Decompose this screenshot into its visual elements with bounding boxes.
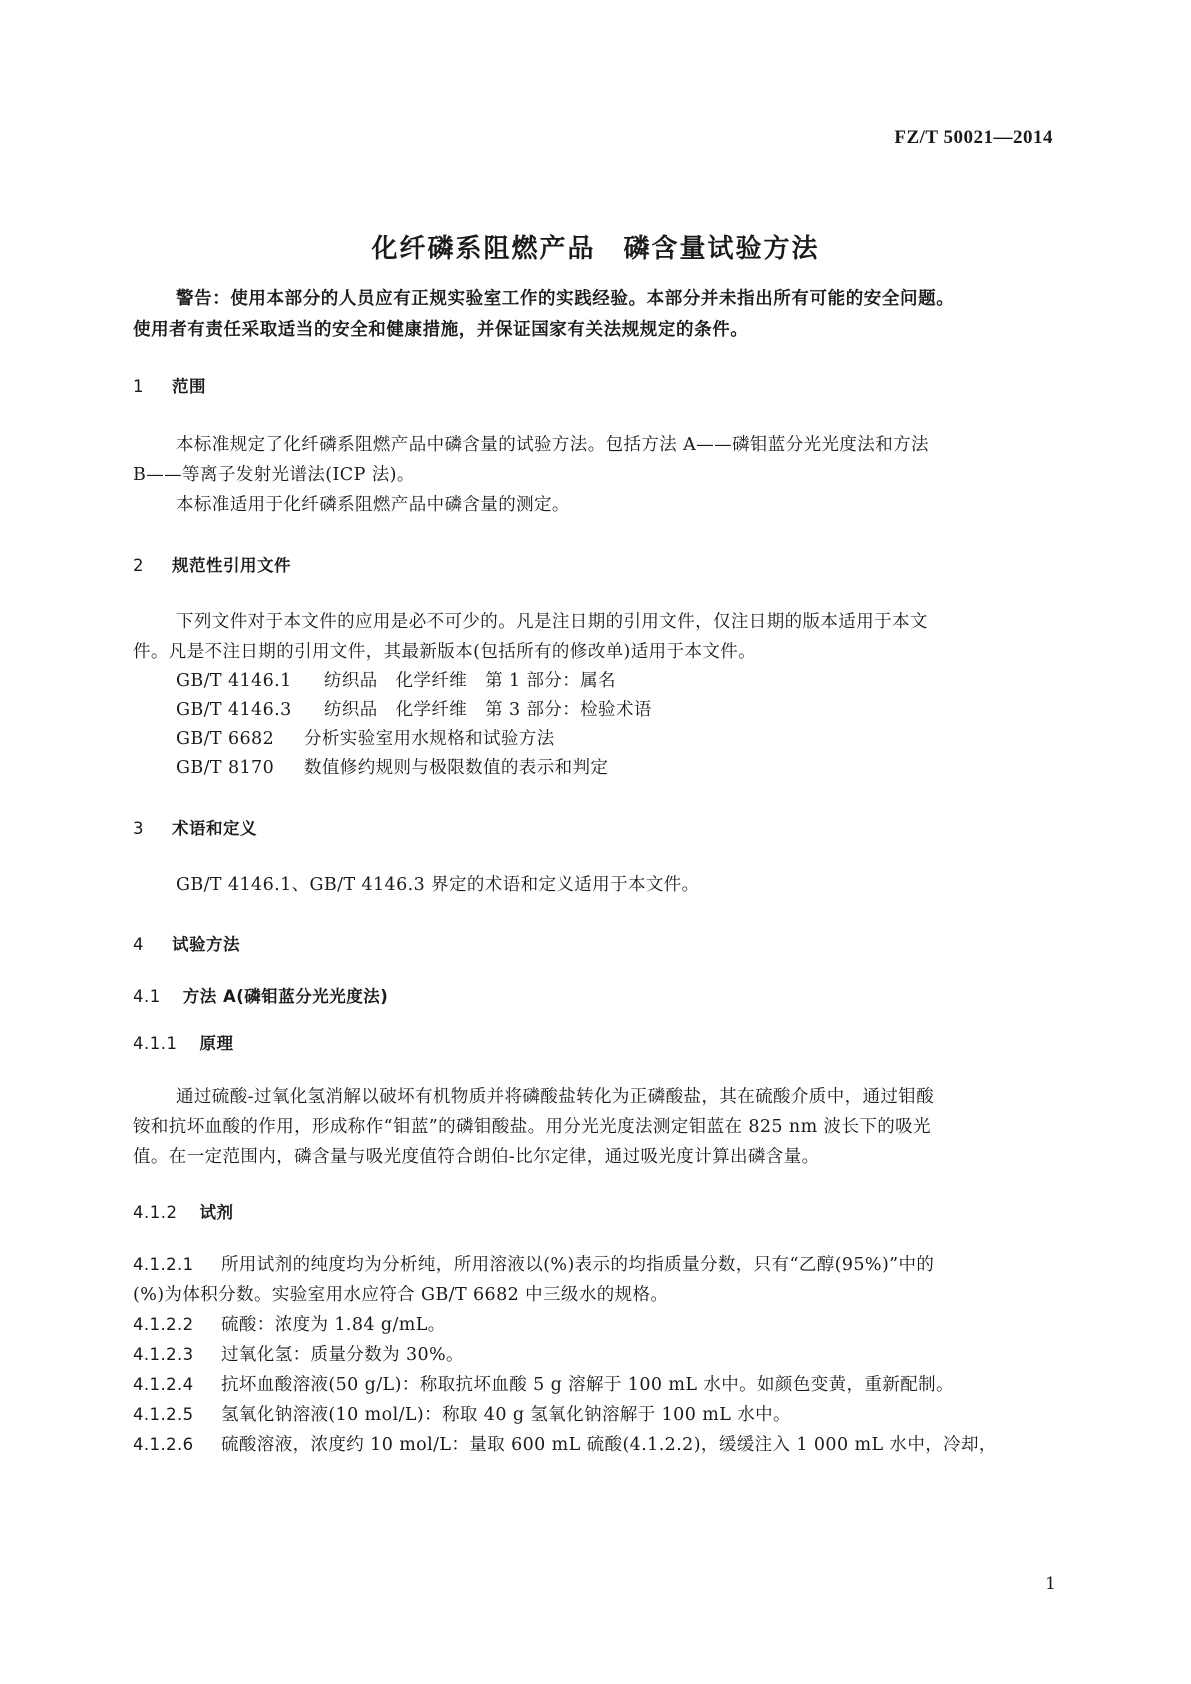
section-title: 规范性引用文件 [172, 556, 291, 575]
clause-text: 硫酸：浓度为 1.84 g/mL。 [221, 1315, 446, 1335]
normative-reference [176, 752, 1063, 784]
reference-title: 纺织品 化学纤维 第 3 部分：检验术语 [324, 700, 652, 720]
clause [133, 1309, 1063, 1341]
subsection-title: 试剂 [199, 1203, 234, 1222]
section-number: 4 [133, 935, 144, 954]
section-number: 2 [133, 556, 144, 575]
paragraph: 本标准规定了化纤磷系阻燃产品中磷含量的试验方法。包括方法 A——磷钼蓝分光光度法和方法 [176, 435, 929, 455]
clause-number: 4.1.2.4 [133, 1375, 194, 1394]
paragraph: 件。凡是不注日期的引用文件，其最新版本(包括所有的修改单)适用于本文件。 [133, 642, 757, 662]
clause-number: 4.1.2.6 [133, 1435, 194, 1454]
section-3-heading [133, 815, 257, 839]
section-4-heading [133, 931, 240, 955]
warning-line-2: 使用者有责任采取适当的安全和健康措施，并保证国家有关法规规定的条件。 [133, 320, 749, 340]
subsection-number: 4.1.2 [133, 1203, 178, 1222]
subsection-title: 原理 [199, 1034, 234, 1053]
subsection-4-1-2-heading [133, 1199, 233, 1223]
standard-code: FZ/T 50021—2014 [894, 127, 1053, 148]
subsection-title: 方法 A(磷钼蓝分光光度法) [182, 987, 389, 1006]
clause-text: 氢氧化钠溶液(10 mol/L)：称取 40 g 氢氧化钠溶解于 100 mL 水中。 [221, 1405, 791, 1425]
clause-number: 4.1.2.2 [133, 1315, 194, 1334]
paragraph: 铵和抗坏血酸的作用，形成称作“钼蓝”的磷钼酸盐。用分光光度法测定钼蓝在 825 nm 波长下的吸光 [133, 1117, 931, 1137]
paragraph: 值。在一定范围内，磷含量与吸光度值符合朗伯-比尔定律，通过吸光度计算出磷含量。 [133, 1147, 820, 1167]
clause [133, 1429, 1063, 1461]
subsection-number: 4.1 [133, 987, 161, 1006]
paragraph: 本标准适用于化纤磷系阻燃产品中磷含量的测定。 [176, 495, 570, 515]
normative-reference [176, 723, 1063, 755]
reference-code: GB/T 6682 [176, 729, 275, 749]
reference-title: 分析实验室用水规格和试验方法 [304, 729, 555, 749]
clause-number: 4.1.2.3 [133, 1345, 194, 1364]
section-2-heading [133, 552, 291, 576]
normative-reference [176, 694, 1063, 726]
subsection-4-1-1-heading [133, 1030, 233, 1054]
reference-title: 纺织品 化学纤维 第 1 部分：属名 [324, 671, 616, 691]
clause [133, 1369, 1063, 1401]
section-title: 试验方法 [172, 935, 240, 954]
section-title: 术语和定义 [172, 819, 257, 838]
clause-text: 过氧化氢：质量分数为 30%。 [221, 1345, 464, 1365]
clause-number: 4.1.2.1 [133, 1255, 194, 1274]
warning-line-1: 警告：使用本部分的人员应有正规实验室工作的实践经验。本部分并未指出所有可能的安全问题。 [176, 289, 955, 309]
clause [133, 1339, 1063, 1371]
page-number: 1 [1045, 1574, 1056, 1594]
document-title: 化纤磷系阻燃产品 磷含量试验方法 [371, 234, 820, 264]
paragraph: B——等离子发射光谱法(ICP 法)。 [133, 465, 415, 485]
clause [133, 1399, 1063, 1431]
paragraph: GB/T 4146.1、GB/T 4146.3 界定的术语和定义适用于本文件。 [176, 875, 700, 895]
section-number: 1 [133, 377, 144, 396]
reference-title: 数值修约规则与极限数值的表示和判定 [304, 758, 609, 778]
clause [133, 1249, 1063, 1281]
clause-number: 4.1.2.5 [133, 1405, 194, 1424]
clause-continuation: (%)为体积分数。实验室用水应符合 GB/T 6682 中三级水的规格。 [133, 1285, 669, 1305]
normative-reference [176, 665, 1063, 697]
subsection-number: 4.1.1 [133, 1034, 178, 1053]
paragraph: 下列文件对于本文件的应用是必不可少的。凡是注日期的引用文件，仅注日期的版本适用于本文 [176, 612, 928, 632]
section-number: 3 [133, 819, 144, 838]
section-title: 范围 [172, 377, 206, 396]
clause-text: 抗坏血酸溶液(50 g/L)：称取抗坏血酸 5 g 溶解于 100 mL 水中。如颜色变黄，重新配制。 [221, 1375, 954, 1395]
reference-code: GB/T 4146.3 [176, 700, 292, 720]
clause-text: 所用试剂的纯度均为分析纯，所用溶液以(%)表示的均指质量分数，只有“乙醇(95%)”中的 [221, 1255, 935, 1275]
subsection-4-1-heading [133, 983, 388, 1007]
section-1-heading [133, 373, 206, 397]
paragraph: 通过硫酸-过氧化氢消解以破坏有机物质并将磷酸盐转化为正磷酸盐，其在硫酸介质中，通过钼酸 [176, 1087, 935, 1107]
reference-code: GB/T 4146.1 [176, 671, 292, 691]
reference-code: GB/T 8170 [176, 758, 275, 778]
clause-text: 硫酸溶液，浓度约 10 mol/L：量取 600 mL 硫酸(4.1.2.2)，缓缓注入 1 000 mL 水中，冷却， [221, 1435, 997, 1455]
